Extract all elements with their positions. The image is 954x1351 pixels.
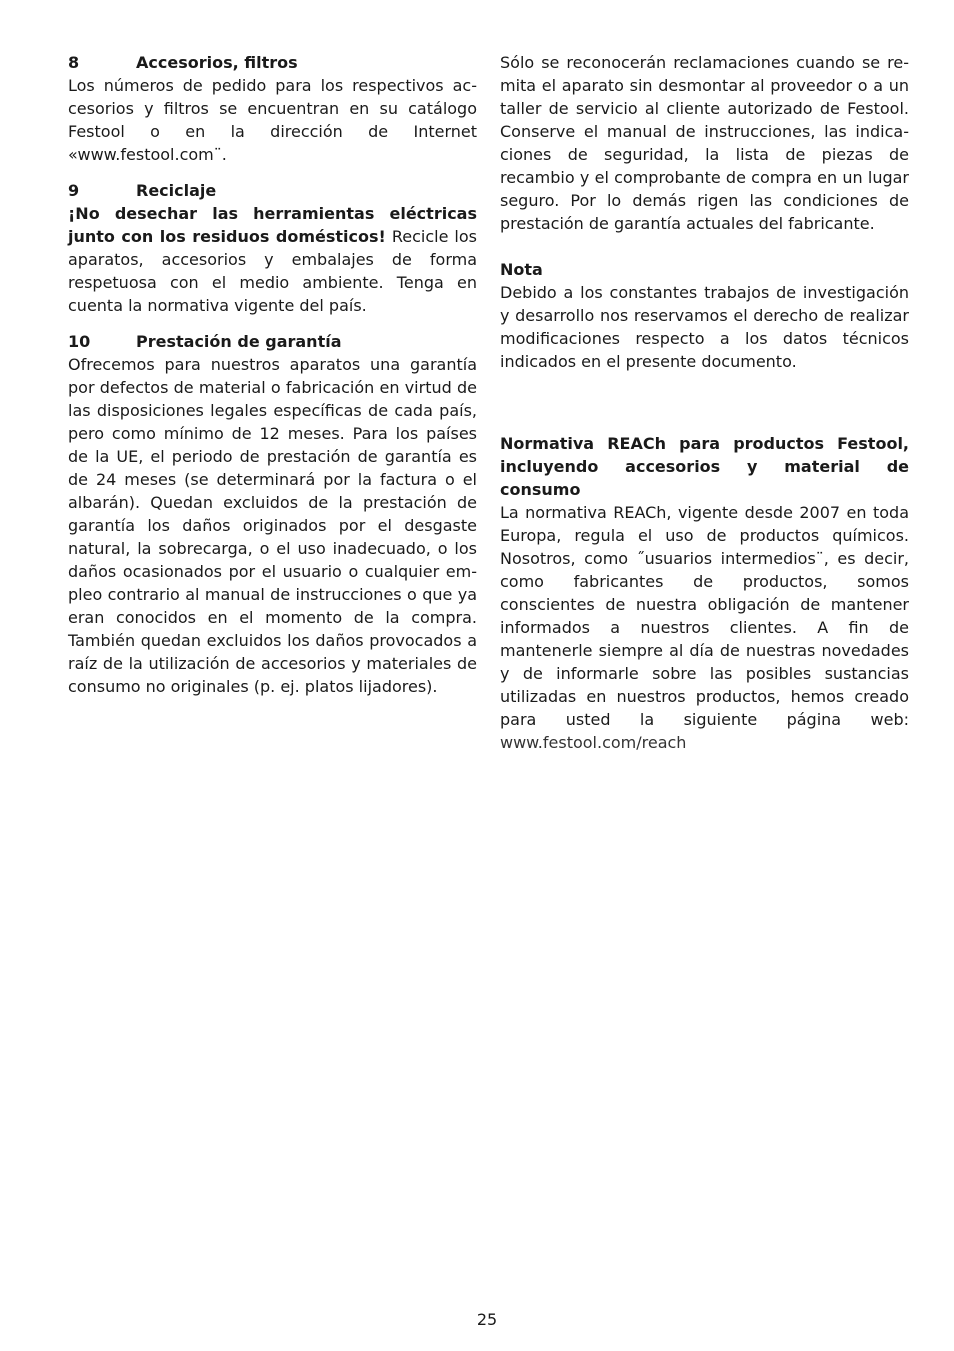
nota-title: Nota [500,260,543,279]
section-heading [68,179,477,202]
section-number: 8 [68,53,80,72]
warranty-continued [500,51,909,235]
reach-title: Normativa REACh para productos Festool, incluyendo accesorios y material de consumo [500,434,909,499]
warranty-continued-text: Sólo se reconocerán reclamaciones cuando se remita el aparato sin desmontar al proveedor o a un taller de servicio al cliente autorizado de Festool. Conserve el manual de instrucciones, las indicaciones de seguridad, la lista de piezas de recambio y el comprobante de compra en un lugar seguro. Por lo demás rigen las condiciones de prestación de garantía actuales del fabricante. [500,53,909,233]
section-body: Ofrecemos para nuestros aparatos una garantía por defectos de material o fabricación en virtud de las disposiciones legales específicas de cada país, pero como mínimo de 12 meses. Para los países de la UE, el periodo de prestación de garantía es de 24 meses (se determinará por la factura o el albarán). Quedan excluidos de la prestación de garantía los daños originados por el desgaste natural, la sobrecarga, o el uso inadecuado, o los daños ocasionados por el usuario o cualquier empleo contrario al manual de instrucciones o que ya eran conocidos en el momento de la compra. También quedan excluidos los daños provocados a raíz de la utilización de accesorios y materiales de consumo no originales (p. ej. platos lijadores). [68,355,477,696]
page-number: 25 [476,1310,498,1329]
section-number: 10 [68,332,91,351]
section-reciclaje [68,179,477,317]
left-column [68,51,477,711]
reach-body [500,501,909,754]
section-title: Accesorios, filtros [136,53,298,72]
section-body: Los números de pedido para los respectivos accesorios y filtros se encuentran en su catálogo Festool o en la dirección de Internet «www.festool.com¨. [68,76,477,164]
section-reach [500,432,909,754]
nota-body: Debido a los constantes trabajos de investigación y desarrollo nos reservamos el derecho de realizar modificaciones respecto a los datos técnicos indicados en el presente documento. [500,283,909,371]
section-nota [500,258,909,373]
section-title: Reciclaje [136,181,217,200]
section-body [68,202,477,317]
reach-body-text: La normativa REACh, vigente desde 2007 en toda Europa, regula el uso de productos químicos. Nosotros, como ˝usuarios intermedios¨, es decir, como fabricantes de productos, somos conscientes de nuestra obligación de mantener informados a nuestros clientes. A fin de mantenerle siempre al día de nuestras novedades y de informarle sobre las posibles sustancias utilizadas en nuestros productos, hemos creado para usted la siguiente página web: [500,503,909,729]
right-column [500,51,909,767]
section-number: 9 [68,181,80,200]
section-heading [68,51,477,74]
section-heading [68,330,477,353]
section-title: Prestación de garantía [136,332,342,351]
warning-lead: ¡No desechar las herramientas eléctricas junto con los residuos domésticos! [68,204,477,246]
reach-link[interactable]: www.festool.com/reach [500,733,687,752]
section-accesorios [68,51,477,166]
section-body-text: Recicle los aparatos, accesorios y embalajes de forma respetuosa con el medio ambiente. Tenga en cuenta la normativa vigente del país. [68,227,478,315]
section-garantia [68,330,477,698]
